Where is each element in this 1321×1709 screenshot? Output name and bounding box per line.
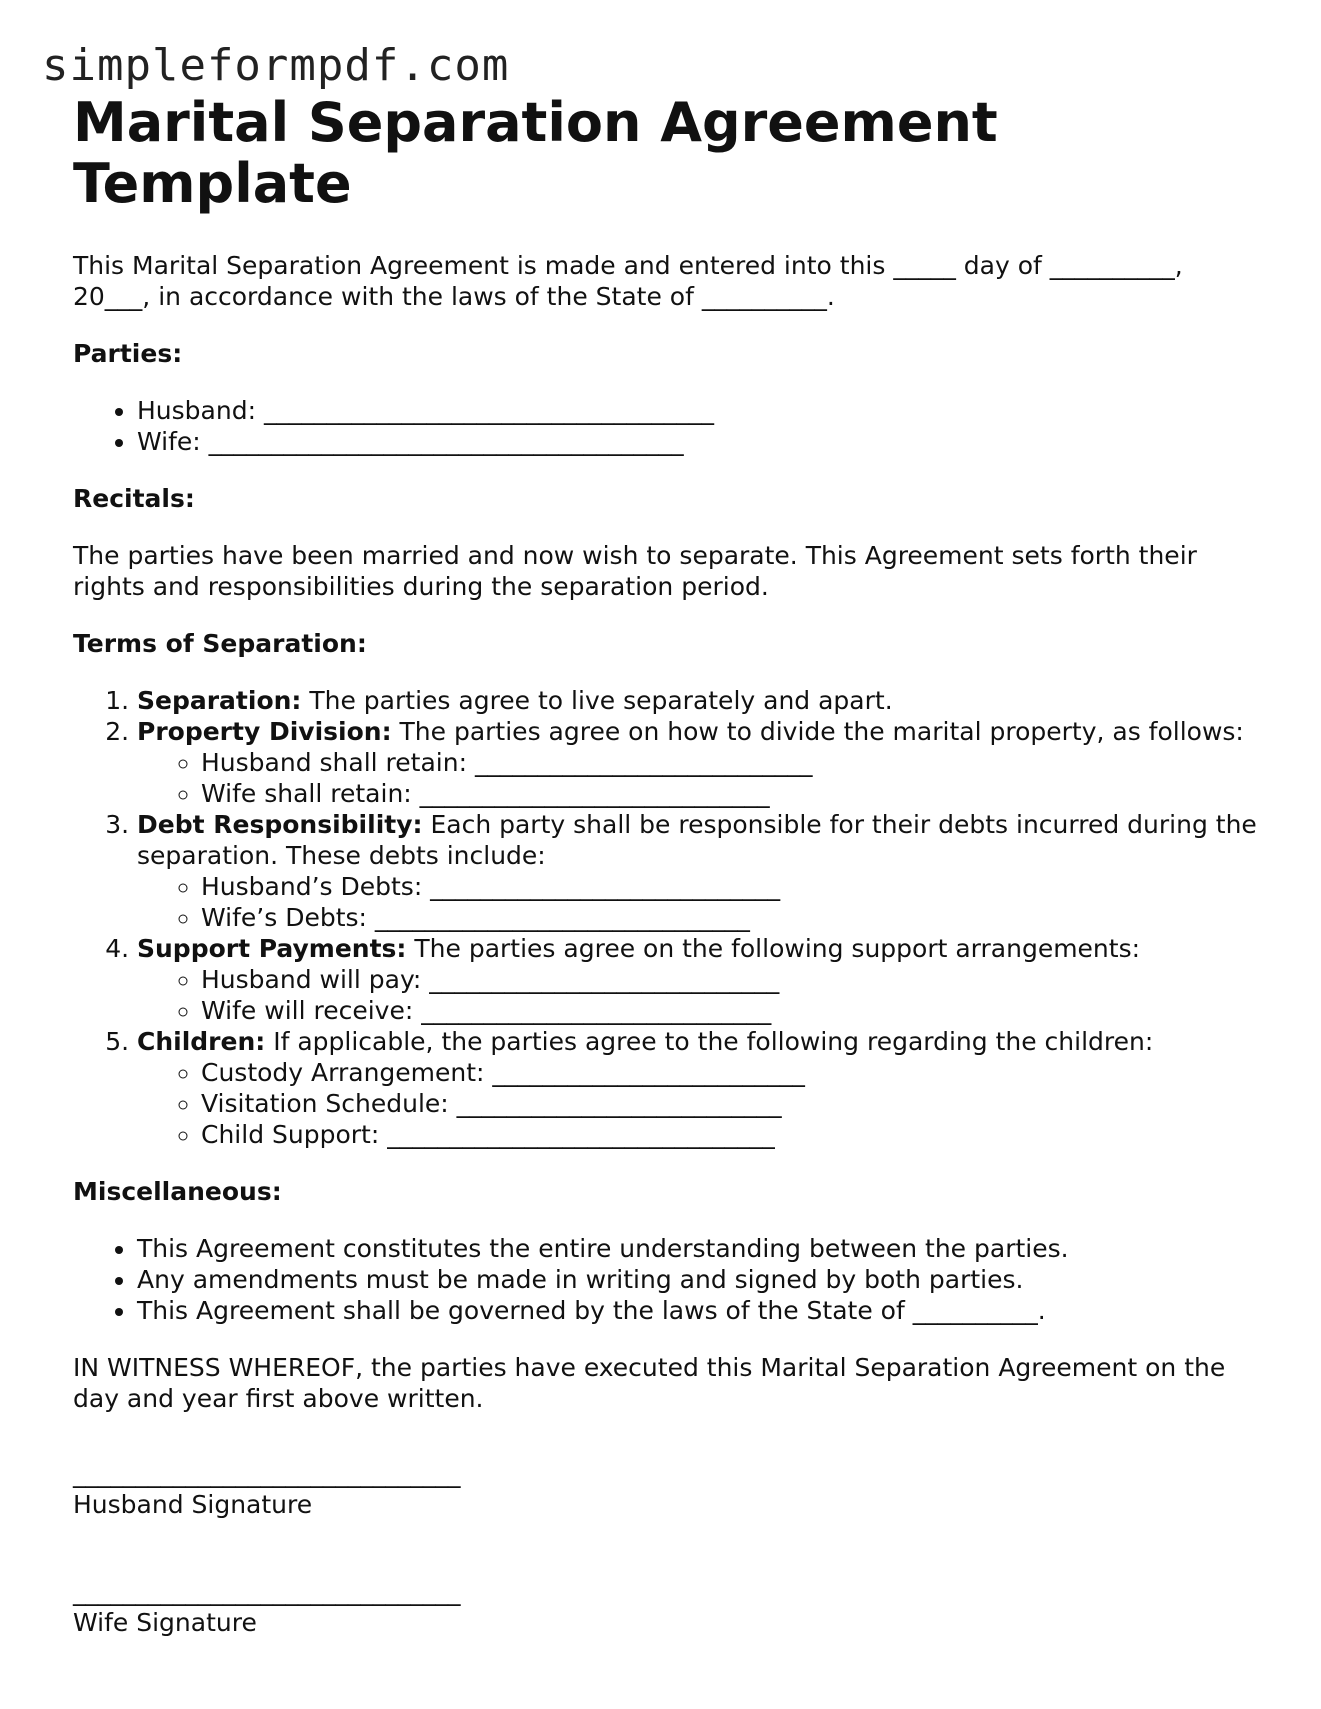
term-children	[137, 1026, 1263, 1150]
wife-signature-block	[73, 1576, 1263, 1638]
term-text: The parties agree to live separately and apart.	[301, 686, 893, 715]
terms-list	[73, 685, 1263, 1150]
term-text: If applicable, the parties agree to the following regarding the children:	[265, 1027, 1154, 1056]
term-label: Separation:	[137, 686, 302, 715]
term-sublist	[137, 964, 1263, 1026]
parties-list	[73, 395, 1263, 457]
sub-item: ◦ Child Support: _______________________________	[201, 1119, 1263, 1150]
term-debt-responsibility	[137, 809, 1263, 933]
term-sublist	[137, 747, 1263, 809]
witness-paragraph: IN WITNESS WHEREOF, the parties have executed this Marital Separation Agreement on the day and year first above written.	[73, 1353, 1226, 1413]
term-label: Property Division:	[137, 717, 392, 746]
misc-list	[73, 1233, 1263, 1326]
term-text: The parties agree on the following support arrangements:	[406, 934, 1141, 963]
recitals-heading: Recitals:	[73, 484, 195, 513]
recitals-text: The parties have been married and now wish to separate. This Agreement sets forth their rights and responsibilities during the separation period.	[73, 541, 1197, 601]
sub-item: ◦ Custody Arrangement: _________________________	[201, 1057, 1263, 1088]
signature-label: Wife Signature	[73, 1608, 257, 1637]
signature-line: _______________________________	[73, 1577, 461, 1606]
term-label: Support Payments:	[137, 934, 407, 963]
term-label: Children:	[137, 1027, 266, 1056]
signature-label: Husband Signature	[73, 1490, 313, 1519]
parties-heading: Parties:	[73, 339, 183, 368]
party-wife: • Wife: ______________________________________	[137, 426, 1263, 457]
sub-item: ◦ Visitation Schedule: __________________________	[201, 1088, 1263, 1119]
misc-item: • This Agreement constitutes the entire understanding between the parties.	[137, 1233, 1263, 1264]
sub-item: ◦ Wife’s Debts: ______________________________	[201, 902, 1263, 933]
term-sublist	[137, 1057, 1263, 1150]
terms-heading: Terms of Separation:	[73, 629, 367, 658]
sub-item: ◦ Husband shall retain: ___________________________	[201, 747, 1263, 778]
sub-item: ◦ Husband’s Debts: ____________________________	[201, 871, 1263, 902]
misc-item: • This Agreement shall be governed by the laws of the State of __________.	[137, 1295, 1263, 1326]
party-husband: • Husband: ____________________________________	[137, 395, 1263, 426]
term-label: Debt Responsibility:	[137, 810, 423, 839]
sub-item: ◦ Wife will receive: ____________________________	[201, 995, 1263, 1026]
term-sublist	[137, 871, 1263, 933]
document-title: Marital Separation Agreement Template	[73, 91, 998, 215]
sub-item: ◦ Wife shall retain: ____________________________	[201, 778, 1263, 809]
misc-heading: Miscellaneous:	[73, 1177, 282, 1206]
document-body	[73, 92, 1263, 1638]
signature-line: _______________________________	[73, 1459, 461, 1488]
term-property-division	[137, 716, 1263, 809]
watermark: simpleformpdf.com	[42, 40, 510, 91]
term-support-payments	[137, 933, 1263, 1026]
term-separation	[137, 685, 1263, 716]
husband-signature-block	[73, 1458, 1263, 1520]
term-text: The parties agree on how to divide the marital property, as follows:	[391, 717, 1244, 746]
misc-item: • Any amendments must be made in writing and signed by both parties.	[137, 1264, 1263, 1295]
intro-paragraph: This Marital Separation Agreement is made and entered into this _____ day of __________, 20___, in accordance with the laws of the State of __________.	[73, 251, 1183, 311]
sub-item: ◦ Husband will pay: ____________________________	[201, 964, 1263, 995]
term-text: Each party shall be responsible for their debts incurred during the separation. These debts include:	[137, 810, 1257, 870]
